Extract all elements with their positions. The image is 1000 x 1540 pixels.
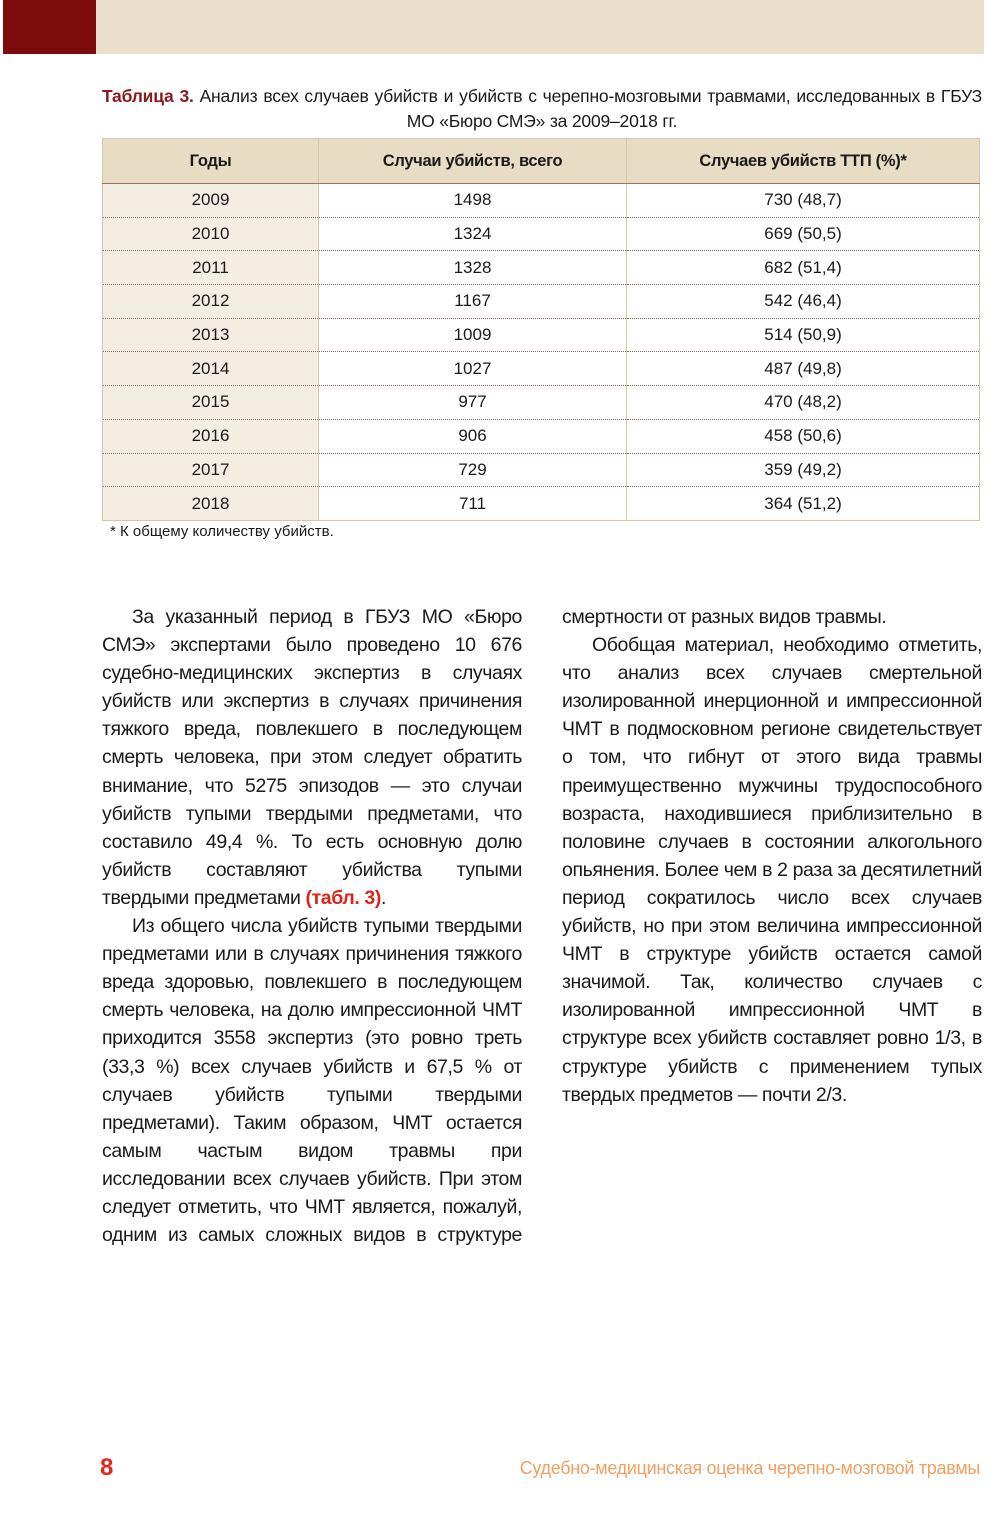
table-row [103, 285, 980, 319]
cell-year: 2017 [103, 453, 319, 487]
cell-ttp: 458 (50,6) [627, 419, 980, 453]
cell-year: 2011 [103, 251, 319, 285]
table-caption-label: Таблица 3. [102, 86, 194, 106]
cell-year: 2010 [103, 217, 319, 251]
cell-total: 729 [319, 453, 627, 487]
cell-year: 2018 [103, 487, 319, 521]
header-ttp-cases: Случаев убийств ТТП (%)* [627, 139, 980, 184]
header-accent-block [3, 0, 96, 54]
paragraph-2-continued: смертности от разных видов травмы. [562, 606, 887, 628]
header-band [96, 0, 984, 54]
cell-year: 2015 [103, 386, 319, 420]
cell-ttp: 364 (51,2) [627, 487, 980, 521]
cell-year: 2012 [103, 285, 319, 319]
table-caption [102, 84, 982, 134]
cell-ttp: 487 (49,8) [627, 352, 980, 386]
cell-ttp: 359 (49,2) [627, 453, 980, 487]
table-row [103, 251, 980, 285]
header-years: Годы [103, 139, 319, 184]
table-caption-text: Анализ всех случаев убийств и убийств с черепно-мозговыми травмами, исследованных в ГБУЗ МО «Бюро СМЭ» за 2009–2018 гг. [193, 86, 982, 131]
paragraph-1-text: За указанный период в ГБУЗ МО «Бюро СМЭ» экспертами было проведено 10 676 судебно-медицинских экспертиз в случаях убийств или экспертиз в случаях причинения тяжкого вреда, повлекшего в последующем смерть человека, при этом следует обратить внимание, что 5275 эпизодов — это случаи убийств тупыми твердыми предметами, что составило 49,4 %. То есть основную долю убийств составляют убийства тупыми твердыми предметами [102, 606, 522, 909]
paragraph-1 [102, 603, 522, 912]
running-title: Судебно-медицинская оценка черепно-мозговой травмы [519, 1458, 980, 1478]
cell-ttp: 542 (46,4) [627, 285, 980, 319]
table-row [103, 352, 980, 386]
paragraph-2: Из общего числа убийств тупыми твердыми предметами или в случаях причинения тяжкого вреда здоровью, повлекшего в последующем смерть человека, на долю импрессионной ЧМТ приходится 3558 экспертиз (это ровно треть (33,3 %) всех случаев убийств и 67,5 % от случаев убийств тупыми твердыми предметами). Таким образом, ЧМТ остается самым частым видом травмы при исследовании всех случаев убийств. При этом следует отметить, что ЧМТ является, пожалуй, одним из самых сложных видов в структуре [102, 915, 522, 1247]
cell-total: 1027 [319, 352, 627, 386]
table-header-row [103, 139, 980, 184]
cell-total: 1324 [319, 217, 627, 251]
cell-year: 2013 [103, 318, 319, 352]
cell-total: 977 [319, 386, 627, 420]
cell-year: 2014 [103, 352, 319, 386]
cell-total: 1167 [319, 285, 627, 319]
table-row [103, 318, 980, 352]
table-row [103, 419, 980, 453]
body-column-right [562, 603, 982, 1109]
cell-ttp: 730 (48,7) [627, 184, 980, 218]
table-row [103, 184, 980, 218]
cell-total: 711 [319, 487, 627, 521]
cell-ttp: 470 (48,2) [627, 386, 980, 420]
cell-total: 1328 [319, 251, 627, 285]
paragraph-1-end: . [380, 886, 386, 909]
page-number: 8 [100, 1454, 114, 1481]
cell-year: 2009 [103, 184, 319, 218]
cell-total: 1009 [319, 318, 627, 352]
body-column-left [102, 603, 522, 1249]
cell-ttp: 669 (50,5) [627, 217, 980, 251]
table-row [103, 453, 980, 487]
cell-ttp: 682 (51,4) [627, 251, 980, 285]
table-footnote: * К общему количеству убийств. [110, 523, 334, 540]
cell-year: 2016 [103, 419, 319, 453]
table-row [103, 386, 980, 420]
table-reference-link[interactable]: (табл. 3) [305, 886, 381, 909]
paragraph-3: Обобщая материал, необходимо отметить, что анализ всех случаев смертельной изолированной инерционной и импрессионной ЧМТ в подмосковном регионе свидетельствует о том, что гибнут от этого вида травмы преимущественно мужчины трудоспособного возраста, находившиеся приблизительно в половине случаев в состоянии алкогольного опьянения. Более чем в 2 раза за десятилетний период сократилось число всех случаев убийств, но при этом величина импрессионной ЧМТ в структуре убийств остается самой значимой. Так, количество случаев с изолированной импрессионной ЧМТ в структуре всех убийств составляет ровно 1/3, в структуре убийств с применением тупых твердых предметов — почти 2/3. [562, 634, 982, 1106]
table-row [103, 217, 980, 251]
data-table [102, 138, 980, 521]
header-total-cases: Случаи убийств, всего [319, 139, 627, 184]
cell-ttp: 514 (50,9) [627, 318, 980, 352]
table-row [103, 487, 980, 521]
cell-total: 1498 [319, 184, 627, 218]
cell-total: 906 [319, 419, 627, 453]
